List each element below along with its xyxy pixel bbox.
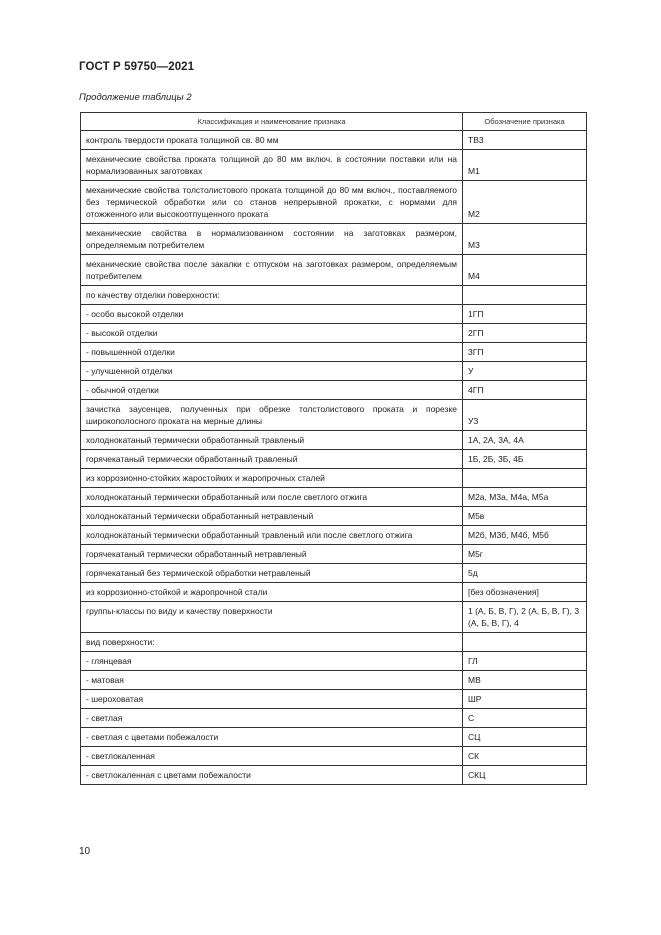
table-row: [81, 507, 587, 526]
feature-name-cell: - особо высокой отделки: [81, 305, 463, 324]
feature-name-cell: холоднокатаный термически обработанный травленый или после светлого отжига: [81, 526, 463, 545]
feature-name-cell: холоднокатаный термически обработанный травленый: [81, 431, 463, 450]
feature-code-cell: 3ГП: [463, 343, 587, 362]
table-row: [81, 545, 587, 564]
feature-code-cell: М3: [463, 224, 587, 255]
feature-name-cell: контроль твердости проката толщиной св. 80 мм: [81, 131, 463, 150]
feature-name-cell: - светлая с цветами побежалости: [81, 728, 463, 747]
table-row: [81, 564, 587, 583]
feature-code-cell: М5г: [463, 545, 587, 564]
feature-name-cell: горячекатаный термически обработанный нетравленый: [81, 545, 463, 564]
feature-code-cell: М2б, М3б, М4б, М5б: [463, 526, 587, 545]
feature-name-cell: - шероховатая: [81, 690, 463, 709]
table-row: [81, 469, 587, 488]
feature-code-cell: М1: [463, 150, 587, 181]
feature-name-cell: - обычной отделки: [81, 381, 463, 400]
feature-code-cell: ГЛ: [463, 652, 587, 671]
table-row: [81, 766, 587, 785]
feature-code-cell: 1А, 2А, 3А, 4А: [463, 431, 587, 450]
feature-name-cell: вид поверхности:: [81, 633, 463, 652]
feature-name-cell: - светлая: [81, 709, 463, 728]
feature-name-cell: механические свойства проката толщиной до 80 мм включ. в состоянии поставки или на нормализованных заготовках: [81, 150, 463, 181]
feature-code-cell: 1 (А, Б, В, Г), 2 (А, Б, В, Г), 3 (А, Б, В, Г), 4: [463, 602, 587, 633]
feature-code-cell: УЗ: [463, 400, 587, 431]
column-header-designation: Обозначение признака: [463, 113, 587, 131]
feature-name-cell: - повышенной отделки: [81, 343, 463, 362]
table-row: [81, 583, 587, 602]
feature-code-cell: МВ: [463, 671, 587, 690]
feature-name-cell: холоднокатаный термически обработанный нетравленый: [81, 507, 463, 526]
feature-code-cell: У: [463, 362, 587, 381]
table-row: [81, 450, 587, 469]
feature-name-cell: - улучшенной отделки: [81, 362, 463, 381]
feature-name-cell: - светлокаленная с цветами побежалости: [81, 766, 463, 785]
table-row: [81, 343, 587, 362]
feature-name-cell: - глянцевая: [81, 652, 463, 671]
document-header: ГОСТ Р 59750—2021: [79, 61, 195, 73]
feature-name-cell: горячекатаный без термической обработки нетравленый: [81, 564, 463, 583]
table-row: [81, 747, 587, 766]
table-row: [81, 709, 587, 728]
feature-code-cell: М5в: [463, 507, 587, 526]
feature-name-cell: - светлокаленная: [81, 747, 463, 766]
table-row: [81, 690, 587, 709]
feature-code-cell: [без обозначения]: [463, 583, 587, 602]
page-number: 10: [79, 846, 91, 857]
feature-code-cell: [463, 469, 587, 488]
table-row: [81, 131, 587, 150]
table-row: [81, 362, 587, 381]
feature-name-cell: зачистка заусенцев, полученных при обрезке толстолистового проката и порезке широкополосного проката на мерные длины: [81, 400, 463, 431]
feature-code-cell: [463, 633, 587, 652]
feature-name-cell: группы-классы по виду и качеству поверхности: [81, 602, 463, 633]
table-row: [81, 671, 587, 690]
table-caption: Продолжение таблицы 2: [79, 92, 192, 103]
feature-code-cell: ШР: [463, 690, 587, 709]
feature-name-cell: механические свойства толстолистового проката толщиной до 80 мм включ., поставляемого без термической обработки или со станов непрерывной прокатки, с нормами для отожженного или высокоотпущенного проката: [81, 181, 463, 224]
table-row: [81, 526, 587, 545]
feature-name-cell: - высокой отделки: [81, 324, 463, 343]
feature-code-cell: ТВ3: [463, 131, 587, 150]
feature-code-cell: СК: [463, 747, 587, 766]
table-row: [81, 305, 587, 324]
table-row: [81, 728, 587, 747]
table-row: [81, 381, 587, 400]
table-row: [81, 633, 587, 652]
feature-name-cell: из коррозионно-стойких жаростойких и жаропрочных сталей: [81, 469, 463, 488]
table-row: [81, 324, 587, 343]
feature-code-cell: СКЦ: [463, 766, 587, 785]
classification-table: [80, 112, 587, 785]
feature-code-cell: 5д: [463, 564, 587, 583]
feature-code-cell: М2а, М3а, М4а, М5а: [463, 488, 587, 507]
table-header-row: [81, 113, 587, 131]
table-row: [81, 488, 587, 507]
table-row: [81, 602, 587, 633]
table-row: [81, 224, 587, 255]
feature-code-cell: 1Б, 2Б, 3Б, 4Б: [463, 450, 587, 469]
feature-name-cell: горячекатаный термически обработанный травленый: [81, 450, 463, 469]
table-row: [81, 150, 587, 181]
table-body: [81, 131, 587, 785]
feature-name-cell: по качеству отделки поверхности:: [81, 286, 463, 305]
feature-code-cell: СЦ: [463, 728, 587, 747]
feature-code-cell: 4ГП: [463, 381, 587, 400]
feature-code-cell: [463, 286, 587, 305]
table-row: [81, 181, 587, 224]
feature-code-cell: 2ГП: [463, 324, 587, 343]
feature-name-cell: из коррозионно-стойкой и жаропрочной стали: [81, 583, 463, 602]
feature-name-cell: холоднокатаный термически обработанный или после светлого отжига: [81, 488, 463, 507]
feature-name-cell: механические свойства в нормализованном состоянии на заготовках размером, определяемым потребителем: [81, 224, 463, 255]
feature-code-cell: М2: [463, 181, 587, 224]
table-row: [81, 400, 587, 431]
column-header-classification: Классификация и наименование признака: [81, 113, 463, 131]
table-row: [81, 286, 587, 305]
feature-code-cell: 1ГП: [463, 305, 587, 324]
feature-name-cell: - матовая: [81, 671, 463, 690]
table-row: [81, 431, 587, 450]
feature-code-cell: М4: [463, 255, 587, 286]
table-row: [81, 652, 587, 671]
feature-name-cell: механические свойства после закалки с отпуском на заготовках размером, определяемым потребителем: [81, 255, 463, 286]
table-row: [81, 255, 587, 286]
feature-code-cell: С: [463, 709, 587, 728]
